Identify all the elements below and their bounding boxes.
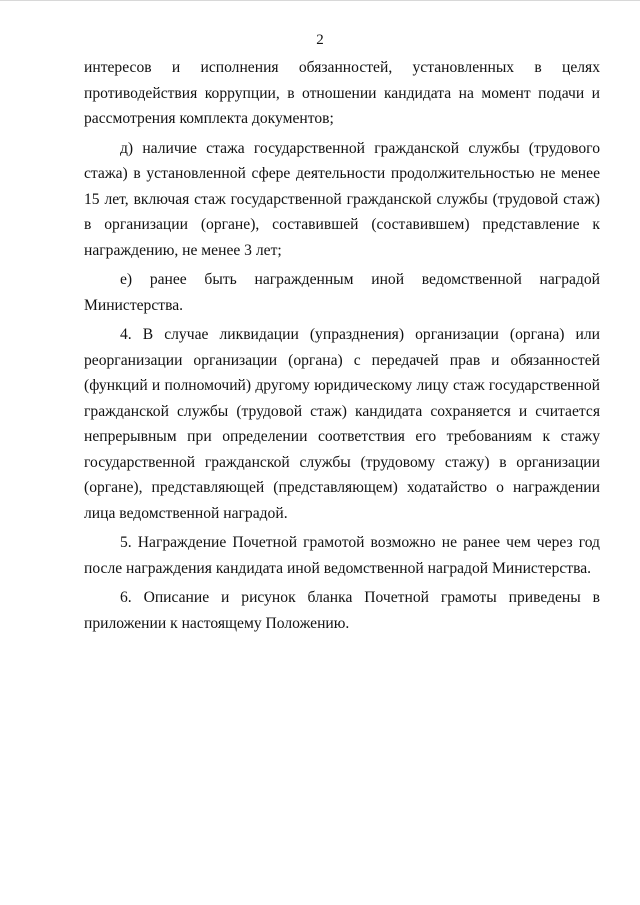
paragraph-point-6: 6. Описание и рисунок бланка Почетной грамоты приведены в приложении к настоящему Положению. <box>84 589 600 632</box>
scan-edge <box>0 0 640 1</box>
page-number: 2 <box>316 32 324 48</box>
paragraph-continuation: интересов и исполнения обязанностей, установленных в целях противодействия коррупции, в отношении кандидата на момент подачи и рассмотрения комплекта документов; <box>84 59 600 127</box>
paragraph-point-4: 4. В случае ликвидации (упразднения) организации (органа) или реорганизации организации (органа) с передачей прав и обязанностей (функций и полномочий) другому юридическому лицу стаж государственной гражданской службы (трудовой стаж) кандидата сохраняется и считается непрерывным при определении соответствия его требованиям к стажу государственной гражданской службы (трудовому стажу) в организации (органе), представляющей (представляющем) ходатайство о награждении лица ведомственной наградой. <box>84 326 600 522</box>
paragraph-item-d: д) наличие стажа государственной гражданской службы (трудового стажа) в установленной сфере деятельности продолжительностью не менее 15 лет, включая стаж государственной гражданской службы (трудовой стаж) в организации (органе), составившей (составившем) представление к награждению, не менее 3 лет; <box>84 139 600 259</box>
document-body <box>84 55 600 640</box>
paragraph-point-5: 5. Награждение Почетной грамотой возможно не ранее чем через год после награждения кандидата иной ведомственной наградой Министерства. <box>84 534 600 577</box>
paragraph-item-e: е) ранее быть награжденным иной ведомственной наградой Министерства. <box>84 271 600 314</box>
